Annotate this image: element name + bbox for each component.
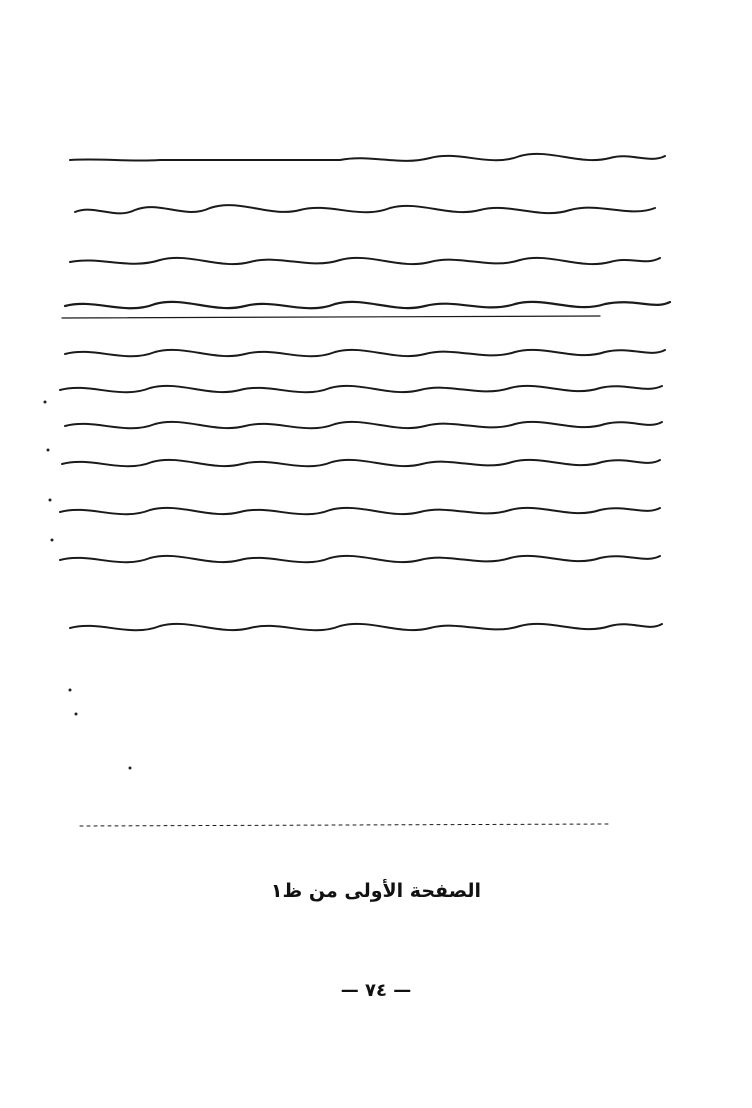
page-caption: الصفحة الأولى من ظ١ — [270, 880, 482, 902]
manuscript-image — [40, 120, 680, 860]
handwritten-manuscript-lines — [40, 120, 680, 860]
page-number: — ٧٤ — — [340, 980, 412, 1001]
